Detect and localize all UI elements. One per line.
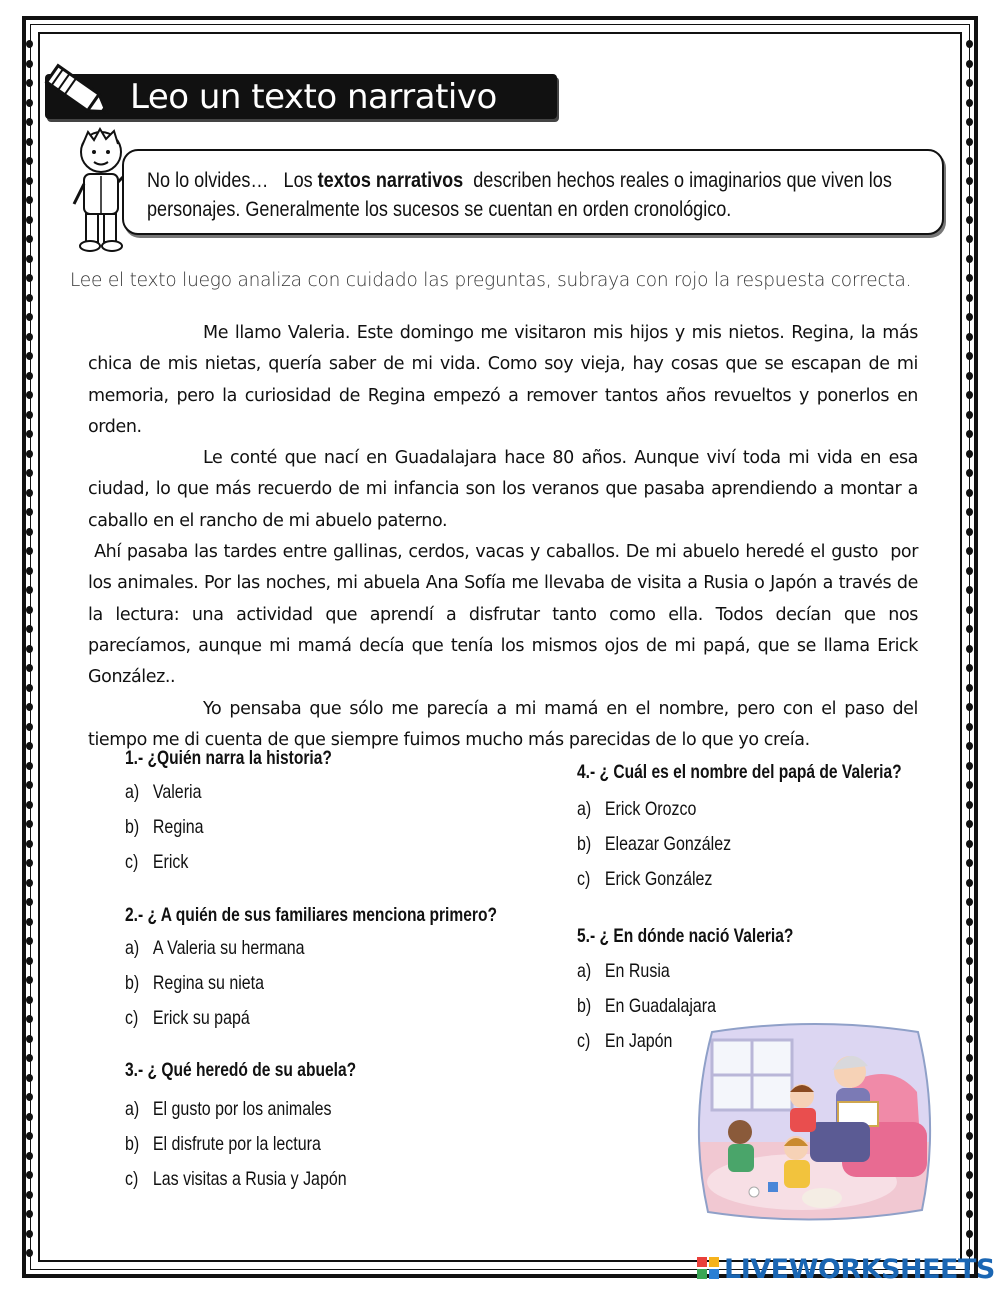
border-dot [966,489,973,497]
border-dot [26,996,33,1004]
answer-option[interactable]: c) Erick [125,851,189,873]
border-dot [966,1171,973,1179]
border-dot [966,177,973,185]
border-dot [26,333,33,341]
answer-option[interactable]: c) En Japón [577,1030,673,1052]
border-dot [26,157,33,165]
reminder-text [147,166,951,224]
border-dot [26,60,33,68]
answer-option[interactable]: b) Regina [125,816,204,838]
border-dot [26,1132,33,1140]
border-dot [26,1015,33,1023]
border-dot [26,391,33,399]
pencil-icon [38,58,118,128]
border-dot [26,801,33,809]
border-dot [26,274,33,282]
border-dot [966,664,973,672]
border-dot [966,1113,973,1121]
border-dot [966,118,973,126]
page-title: Leo un texto narrativo [130,77,497,117]
border-dot [966,1015,973,1023]
border-dot [966,138,973,146]
border-dot [26,216,33,224]
border-dot [26,957,33,965]
border-dot [26,528,33,536]
liveworksheets-logo-icon [696,1256,720,1280]
border-dot [966,196,973,204]
answer-option[interactable]: a) Erick Orozco [577,798,697,820]
border-dot [966,1074,973,1082]
border-dot [966,372,973,380]
border-dot [26,937,33,945]
border-dot [966,937,973,945]
border-dot [26,1113,33,1121]
border-dot [966,430,973,438]
border-dot [26,898,33,906]
question-4 [577,762,973,897]
story-paragraph: Yo pensaba que sólo me parecía a mi mamá en el nombre, pero con el paso del tiempo me di cuenta de que siempre fuimos mucho más parecidas de lo que yo creía. [88,698,918,750]
border-dot [966,1230,973,1238]
answer-option[interactable]: b) En Guadalajara [577,995,717,1017]
border-dot [966,742,973,750]
border-dot [966,255,973,263]
border-dot [26,1249,33,1257]
border-dot [26,294,33,302]
border-dot [966,645,973,653]
border-dot [966,703,973,711]
border-dot [966,1054,973,1062]
border-dot [966,528,973,536]
watermark: LIVEWORKSHEETS [724,1254,995,1285]
answer-option[interactable]: b) El disfrute por la lectura [125,1133,321,1155]
border-dot [966,1093,973,1101]
border-dot [966,352,973,360]
question-title: 2.- ¿ A quién de sus familiares menciona primero? [125,905,497,926]
border-dot [26,840,33,848]
border-dot [966,1152,973,1160]
border-dot [966,508,973,516]
border-dot [966,469,973,477]
border-dot [26,196,33,204]
border-dot [26,684,33,692]
border-dot [26,918,33,926]
answer-option[interactable]: a) En Rusia [577,960,670,982]
border-dot [966,313,973,321]
border-dot [26,645,33,653]
question-title: 3.- ¿ Qué heredó de su abuela? [125,1060,357,1081]
border-dot [26,489,33,497]
border-dot [966,1035,973,1043]
question-title: 4.- ¿ Cuál es el nombre del papá de Valeria? [577,762,902,783]
border-dot [966,684,973,692]
question-3 [125,1060,407,1197]
reminder-pre: Los [283,169,313,192]
border-dot [966,586,973,594]
instruction-text: Lee el texto luego analiza con cuidado las preguntas, subraya con rojo la respuesta correcta. [70,270,912,291]
border-dot [26,781,33,789]
border-dot [26,352,33,360]
border-dot [966,976,973,984]
border-dot [966,723,973,731]
border-dot [26,1035,33,1043]
border-dot [26,1054,33,1062]
reminder-post: describen hechos reales o imaginarios que viven los [473,169,892,192]
border-dot [966,450,973,458]
border-dot [966,1132,973,1140]
border-dot [26,508,33,516]
border-dot [966,996,973,1004]
border-dot [26,450,33,458]
border-dot [966,216,973,224]
border-dot [26,723,33,731]
border-dot [26,430,33,438]
question-title: 1.- ¿Quién narra la historia? [125,748,332,769]
border-dot [26,1191,33,1199]
story-paragraph: Le conté que nací en Guadalajara hace 80 años. Aunque viví toda mi vida en esa ciudad, lo que más recuerdo de mi infancia son los veranos que pasaba aprendiendo a montar a caballo en el rancho de mi abuelo paterno. [88,448,918,531]
border-dot [26,1230,33,1238]
question-1 [125,748,377,880]
border-dot [26,411,33,419]
border-dot [966,294,973,302]
border-dot [966,1210,973,1218]
answer-option[interactable]: a) El gusto por los animales [125,1098,332,1120]
border-dot [26,567,33,575]
border-dot [26,313,33,321]
reminder-bold: textos narrativos [317,169,464,192]
story-paragraph: Ahí pasaba las tardes entre gallinas, cerdos, vacas y caballos. De mi abuelo heredé el gusto por los animales. Por las noches, mi abuela Ana Sofía me llevaba de visita a Rusia o Japón a través de la lectura: una actividad que aprendí a disfrutar tanto como ella. Todos decían que nos parecíamos, aunque mi mamá decía que tenía los mismos ojos de mi papá, que se llama Erick González.. [88,542,924,688]
question-title: 5.- ¿ En dónde nació Valeria? [577,926,794,947]
border-dot [26,1210,33,1218]
question-2 [125,905,579,1036]
border-dot [966,567,973,575]
border-dot [966,411,973,419]
border-dot [966,547,973,555]
dotted-border-left [24,40,36,1255]
border-dot [966,79,973,87]
border-dot [966,1191,973,1199]
answer-option[interactable]: c) Erick su papá [125,1007,250,1029]
border-dot [26,118,33,126]
border-dot [26,1152,33,1160]
border-dot [26,40,33,48]
border-dot [966,957,973,965]
answer-option[interactable]: a) A Valeria su hermana [125,937,305,959]
border-dot [26,664,33,672]
border-dot [26,99,33,107]
border-dot [26,138,33,146]
border-dot [26,547,33,555]
border-dot [26,469,33,477]
border-dot [966,898,973,906]
border-dot [966,918,973,926]
border-dot [966,157,973,165]
border-dot [966,40,973,48]
story-paragraph: Me llamo Valeria. Este domingo me visitaron mis hijos y mis nietos. Regina, la más chica de mis nietas, quería saber de mi vida. Como soy vieja, hay cosas que se escapan de mi memoria, pero la curiosidad de Regina empezó a remover tantos años revueltos y ponerlos en orden. [88,323,918,437]
border-dot [966,274,973,282]
border-dot [26,976,33,984]
border-dot [26,372,33,380]
border-dot [966,99,973,107]
border-dot [966,60,973,68]
dotted-border-right [964,40,976,1255]
reminder-lead: No lo olvides… [147,169,269,192]
border-dot [26,235,33,243]
story-text [88,318,924,756]
answer-option[interactable]: b) Regina su nieta [125,972,265,994]
border-dot [26,820,33,828]
border-dot [26,606,33,614]
answer-option[interactable]: c) Erick González [577,868,713,890]
border-dot [966,235,973,243]
grandmother-reading-illustration [692,1022,938,1222]
border-dot [26,742,33,750]
border-dot [26,586,33,594]
border-dot [26,255,33,263]
answer-option[interactable]: b) Eleazar González [577,833,732,855]
border-dot [26,859,33,867]
border-dot [966,333,973,341]
border-dot [966,606,973,614]
border-dot [966,625,973,633]
border-dot [26,79,33,87]
border-dot [26,879,33,887]
reminder-line2: personajes. Generalmente los sucesos se cuentan en orden cronológico. [147,198,732,221]
border-dot [26,1074,33,1082]
border-dot [26,762,33,770]
border-dot [26,703,33,711]
answer-option[interactable]: a) Valeria [125,781,202,803]
border-dot [26,177,33,185]
border-dot [966,391,973,399]
border-dot [26,625,33,633]
border-dot [26,1171,33,1179]
answer-option[interactable]: c) Las visitas a Rusia y Japón [125,1168,347,1190]
border-dot [26,1093,33,1101]
